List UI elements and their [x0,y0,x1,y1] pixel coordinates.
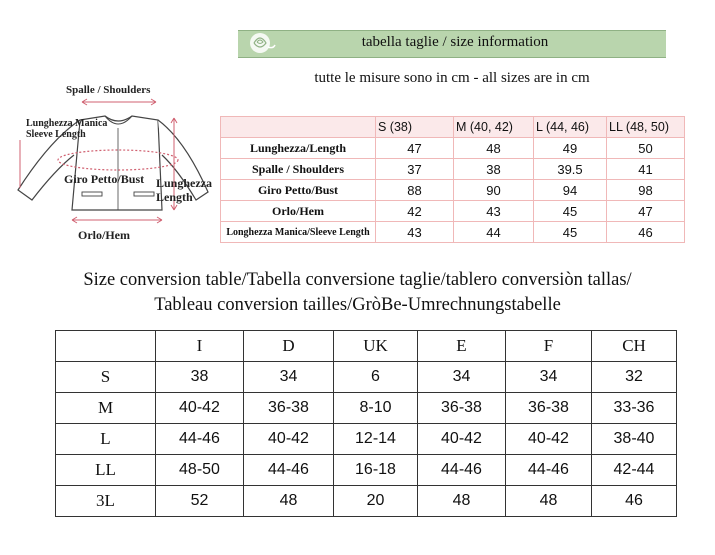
conversion-cell: 36-38 [506,393,592,424]
measurements-row-label: Giro Petto/Bust [221,180,376,201]
sketch-label-sleeve-line2: Sleeve Length [26,129,86,140]
conversion-row [56,424,677,455]
conversion-cell: 34 [506,362,592,393]
conversion-cell: 38-40 [592,424,677,455]
conversion-title-line1: Size conversion table/Tabella conversione taglie/tablero conversiòn tallas/ [83,270,632,290]
conversion-cell: 44-46 [244,455,334,486]
conversion-cell: 40-42 [156,393,244,424]
conversion-header-cell: I [156,331,244,362]
conversion-cell: 16-18 [334,455,418,486]
measurements-table [220,116,685,243]
conversion-row-label: L [56,424,156,455]
sketch-label-length-line1: Lunghezza [156,176,213,190]
measurements-cell: 39.5 [534,159,607,180]
measurements-header-empty [221,117,376,138]
conversion-cell: 40-42 [418,424,506,455]
conversion-cell: 48 [244,486,334,517]
conversion-title-line2: Tableau conversion tailles/GròBe-Umrechnungstabelle [154,295,561,315]
measurements-cell: 47 [376,138,454,159]
conversion-header-cell: D [244,331,334,362]
measurements-cell: 44 [454,222,534,243]
measurements-row [221,222,685,243]
measurements-row-label: Lunghezza/Length [221,138,376,159]
conversion-header-cell: F [506,331,592,362]
conversion-header-row [56,331,677,362]
conversion-cell: 34 [244,362,334,393]
conversion-cell: 32 [592,362,677,393]
conversion-cell: 33-36 [592,393,677,424]
measurements-header-row [221,117,685,138]
conversion-header-cell: UK [334,331,418,362]
measurements-cell: 43 [376,222,454,243]
jacket-sketch [10,80,225,250]
measurements-row [221,180,685,201]
conversion-row-label: M [56,393,156,424]
sketch-label-hem: Orlo/Hem [78,228,130,242]
header-subtitle: tutte le misure sono in cm - all sizes are in cm [314,70,590,86]
conversion-cell: 44-46 [418,455,506,486]
conversion-cell: 40-42 [244,424,334,455]
conversion-cell: 52 [156,486,244,517]
conversion-cell: 6 [334,362,418,393]
conversion-row [56,362,677,393]
sketch-label-shoulders: Spalle / Shoulders [66,84,151,96]
measurements-cell: 90 [454,180,534,201]
conversion-cell: 40-42 [506,424,592,455]
measurements-cell: 43 [454,201,534,222]
conversion-header-cell: CH [592,331,677,362]
measurements-cell: 47 [607,201,685,222]
conversion-header-empty [56,331,156,362]
conversion-row-label: S [56,362,156,393]
conversion-cell: 42-44 [592,455,677,486]
measurements-row-label: Orlo/Hem [221,201,376,222]
measurements-cell: 42 [376,201,454,222]
header-title: tabella taglie / size information [361,34,549,50]
conversion-cell: 20 [334,486,418,517]
measurements-cell: 94 [534,180,607,201]
measurements-row [221,201,685,222]
conversion-cell: 12-14 [334,424,418,455]
conversion-row-label: 3L [56,486,156,517]
measurements-cell: 45 [534,201,607,222]
measurements-header-size: S (38) [376,117,454,138]
conversion-cell: 38 [156,362,244,393]
measurements-row-label: Longhezza Manica/Sleeve Length [221,222,376,243]
sketch-label-length-line2: Length [156,190,193,204]
conversion-cell: 44-46 [156,424,244,455]
measurements-cell: 46 [607,222,685,243]
conversion-row [56,393,677,424]
conversion-header-cell: E [418,331,506,362]
conversion-cell: 36-38 [244,393,334,424]
conversion-cell: 48-50 [156,455,244,486]
conversion-row [56,455,677,486]
conversion-table [55,330,677,517]
measurements-row [221,138,685,159]
conversion-cell: 34 [418,362,506,393]
sketch-label-sleeve [26,118,107,140]
measurements-row-label: Spalle / Shoulders [221,159,376,180]
conversion-cell: 48 [506,486,592,517]
measurements-header-size: M (40, 42) [454,117,534,138]
conversion-row [56,486,677,517]
measurements-header-size: L (44, 46) [534,117,607,138]
measurements-cell: 49 [534,138,607,159]
conversion-title [0,268,715,318]
sketch-label-sleeve-line1: Lunghezza Manica [26,118,108,129]
conversion-cell: 46 [592,486,677,517]
conversion-cell: 44-46 [506,455,592,486]
sketch-label-length [156,176,212,204]
measurements-cell: 50 [607,138,685,159]
measurements-cell: 88 [376,180,454,201]
measurements-cell: 48 [454,138,534,159]
measurements-cell: 38 [454,159,534,180]
conversion-cell: 48 [418,486,506,517]
measurements-cell: 41 [607,159,685,180]
measurements-cell: 37 [376,159,454,180]
sketch-label-bust: Giro Petto/Bust [64,172,145,186]
measurements-header-size: LL (48, 50) [607,117,685,138]
measurements-row [221,159,685,180]
conversion-cell: 8-10 [334,393,418,424]
conversion-cell: 36-38 [418,393,506,424]
jacket-illustration [10,80,225,250]
measurements-cell: 45 [534,222,607,243]
measurements-cell: 98 [607,180,685,201]
conversion-row-label: LL [56,455,156,486]
rose-icon [246,29,276,57]
